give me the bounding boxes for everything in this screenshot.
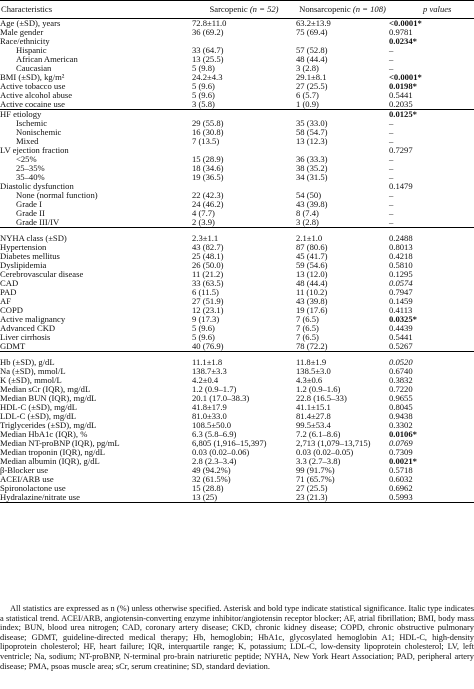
nonsarcopenic-value: 35 (33.0) <box>296 118 328 128</box>
p-value: 0.7309 <box>389 447 413 457</box>
row-label: BMI (±SD), kg/m² <box>0 72 65 82</box>
row-label: Active cocaine use <box>0 100 192 110</box>
sarcopenic-value: 36 (69.2) <box>192 27 224 37</box>
p-value: – <box>389 136 394 146</box>
row-label: Na (±SD), mmol/L <box>0 366 66 376</box>
row-label: Median troponin (IQR), ng/dL <box>0 447 106 457</box>
sarcopenic-value: 49 (94.2%) <box>192 465 231 475</box>
sarcopenic-value: 108.5±50.0 <box>192 420 232 430</box>
nonsarcopenic-value: 1 (0.9) <box>296 100 389 110</box>
sarcopenic-value: 11 (21.2) <box>192 269 224 279</box>
p-value: 0.7947 <box>389 287 413 297</box>
sarcopenic-value: 43 (82.7) <box>192 242 224 252</box>
row-label: PAD <box>0 287 17 297</box>
p-value: – <box>389 118 394 128</box>
row-label: Grade III/IV <box>0 218 192 228</box>
row-label: Median NT-proBNP (IQR), pg/mL <box>0 438 120 448</box>
nonsarcopenic-value: 87 (80.6) <box>296 242 328 252</box>
row-label: 25–35% <box>16 163 45 173</box>
nonsarcopenic-value: 3 (2.8) <box>296 218 389 228</box>
nonsarcopenic-value: 4.3±0.6 <box>296 375 323 385</box>
sarcopenic-value: 41.8±17.9 <box>192 402 227 412</box>
p-value: – <box>389 172 394 182</box>
table-row <box>0 110 474 120</box>
nonsarcopenic-value: 11.8±1.9 <box>296 357 327 367</box>
nonsarcopenic-value: 34 (31.5) <box>296 172 328 182</box>
p-value: 0.5441 <box>389 332 413 342</box>
nonsarcopenic-value: 2.1±1.0 <box>296 233 323 243</box>
p-value: 0.7297 <box>389 145 413 155</box>
sarcopenic-value: 18 (34.6) <box>192 163 224 173</box>
sarcopenic-value: 138.7±3.3 <box>192 366 227 376</box>
table-row <box>0 128 474 137</box>
table-row <box>0 209 474 218</box>
row-label: Grade I <box>16 199 43 209</box>
nonsarcopenic-value: 57 (52.8) <box>296 45 328 55</box>
sarcopenic-value: 13 (25) <box>192 493 296 503</box>
sarcopenic-value: 72.8±11.0 <box>192 18 227 28</box>
sarcopenic-value: 40 (76.9) <box>192 342 296 352</box>
nonsarcopenic-value: 3.3 (2.7–3.8) <box>296 456 341 466</box>
row-label: AF <box>0 296 11 306</box>
table-row <box>0 55 474 64</box>
p-value: 0.4218 <box>389 251 413 261</box>
row-label: HF etiology <box>0 109 42 119</box>
row-label: LDL-C (±SD), mg/dL <box>0 411 77 421</box>
nonsarcopenic-value: 81.4±27.8 <box>296 411 331 421</box>
nonsarcopenic-value: 2,713 (1,079–13,715) <box>296 438 371 448</box>
sarcopenic-value: 6 (11.5) <box>192 287 219 297</box>
p-value: 0.6740 <box>389 366 413 376</box>
nonsarcopenic-value: 11 (10.2) <box>296 287 328 297</box>
row-label: Hypertension <box>0 242 47 252</box>
nonsarcopenic-value: 41.1±15.1 <box>296 402 331 412</box>
p-value: 0.0769 <box>389 438 413 448</box>
table-footnote <box>0 604 474 671</box>
nonsarcopenic-value: 48 (44.4) <box>296 54 328 64</box>
sarcopenic-value: 20.1 (17.0–38.3) <box>192 393 250 403</box>
header-nonsarcopenic: Nonsarcopenic (n = 108) <box>296 1 389 19</box>
row-label: Active tobacco use <box>0 81 66 91</box>
p-value: 0.3302 <box>389 420 413 430</box>
row-label: LV ejection fraction <box>0 145 69 155</box>
nonsarcopenic-value: 43 (39.8) <box>296 199 328 209</box>
row-label: Diastolic dysfunction <box>0 181 74 191</box>
row-label: None (normal function) <box>16 190 98 200</box>
sarcopenic-value: 25 (48.1) <box>192 251 224 261</box>
sarcopenic-value: 6,805 (1,916–15,397) <box>192 438 267 448</box>
p-value: 0.0021* <box>389 456 417 466</box>
sarcopenic-value: 7 (13.5) <box>192 136 220 146</box>
row-label: Age (±SD), years <box>0 18 61 28</box>
row-label: 35–40% <box>16 172 45 182</box>
p-value: 0.0520 <box>389 357 413 367</box>
nonsarcopenic-value: 6 (5.7) <box>296 90 319 100</box>
p-value: 0.9655 <box>389 393 413 403</box>
nonsarcopenic-value: 36 (33.3) <box>296 154 328 164</box>
sarcopenic-value: 24 (46.2) <box>192 199 224 209</box>
sarcopenic-value: 26 (50.0) <box>192 260 224 270</box>
p-value: <0.0001* <box>389 18 422 28</box>
sarcopenic-value: 9 (17.3) <box>192 314 220 324</box>
sarcopenic-value: 12 (23.1) <box>192 305 224 315</box>
row-label: Caucasian <box>16 63 52 73</box>
p-value: – <box>389 154 394 164</box>
p-value: – <box>389 45 394 55</box>
nonsarcopenic-value: 13 (12.3) <box>296 136 328 146</box>
table-row <box>0 146 474 155</box>
p-value: 0.9438 <box>389 411 413 421</box>
nonsarcopenic-value: 99.5±53.4 <box>296 420 331 430</box>
sarcopenic-value: 1.2 (0.9–1.7) <box>192 384 237 394</box>
row-label: <25% <box>16 154 37 164</box>
sarcopenic-value: 5 (9.6) <box>192 323 215 333</box>
sarcopenic-value: 11.1±1.8 <box>192 357 223 367</box>
row-label: Active alcohol abuse <box>0 90 73 100</box>
nonsarcopenic-value: 13 (12.0) <box>296 269 328 279</box>
nonsarcopenic-value: 38 (35.2) <box>296 163 328 173</box>
row-label: NYHA class (±SD) <box>0 233 67 243</box>
row-label: Mixed <box>16 136 39 146</box>
nonsarcopenic-value: 23 (21.3) <box>296 493 389 503</box>
table-row <box>0 119 474 128</box>
nonsarcopenic-value: 8 (7.4) <box>296 208 319 218</box>
p-value: – <box>389 163 394 173</box>
row-label: Hispanic <box>16 45 47 55</box>
p-value: 0.7220 <box>389 384 413 394</box>
nonsarcopenic-value: 43 (39.8) <box>296 296 328 306</box>
row-label: Dyslipidemia <box>0 260 47 270</box>
row-label: Hb (±SD), g/dL <box>0 357 55 367</box>
p-value: 0.6032 <box>389 474 413 484</box>
row-label: β-Blocker use <box>0 465 49 475</box>
nonsarcopenic-value: 138.5±3.0 <box>296 366 331 376</box>
nonsarcopenic-value: 27 (25.5) <box>296 483 328 493</box>
nonsarcopenic-value: 75 (69.4) <box>296 27 328 37</box>
p-value: 0.4439 <box>389 323 413 333</box>
p-value: – <box>389 127 394 137</box>
nonsarcopenic-value: 1.2 (0.9–1.6) <box>296 384 341 394</box>
row-label: Advanced CKD <box>0 323 56 333</box>
table-body <box>0 19 474 503</box>
p-value: 0.5441 <box>389 90 413 100</box>
sarcopenic-value: 19 (36.5) <box>192 172 224 182</box>
sarcopenic-value: 3 (5.8) <box>192 100 296 110</box>
table-row <box>0 164 474 173</box>
p-value: 0.0234* <box>389 36 417 46</box>
p-value: – <box>389 190 394 200</box>
row-label: Active malignancy <box>0 314 66 324</box>
p-value: – <box>389 218 474 228</box>
row-label: Median sCr (IQR), mg/dL <box>0 384 91 394</box>
row-label: Spironolactone use <box>0 483 66 493</box>
p-value: 0.1479 <box>389 181 413 191</box>
table-header-row <box>0 1 474 19</box>
nonsarcopenic-value: 63.2±13.9 <box>296 18 331 28</box>
nonsarcopenic-value: 7.2 (6.1–8.6) <box>296 429 341 439</box>
row-label: Median albumin (IQR), g/dL <box>0 456 100 466</box>
p-value: 0.0198* <box>389 81 417 91</box>
sarcopenic-value: 27 (51.9) <box>192 296 224 306</box>
sarcopenic-value: 81.0±33.0 <box>192 411 227 421</box>
table-row <box>0 37 474 46</box>
p-value: 0.9781 <box>389 27 413 37</box>
row-label: Hydralazine/nitrate use <box>0 493 192 503</box>
p-value: 0.5267 <box>389 342 474 352</box>
sarcopenic-value: 0.03 (0.02–0.06) <box>192 447 250 457</box>
p-value: 0.2035 <box>389 100 474 110</box>
nonsarcopenic-value: 58 (54.7) <box>296 127 328 137</box>
p-value: 0.1295 <box>389 269 413 279</box>
row-label: Median HbA1c (IQR), % <box>0 429 88 439</box>
nonsarcopenic-value: 22.8 (16.5–33) <box>296 393 347 403</box>
p-value: 0.5810 <box>389 260 413 270</box>
nonsarcopenic-value: 7 (6.5) <box>296 332 319 342</box>
row-label: Male gender <box>0 27 44 37</box>
row-label: Triglycerides (±SD), mg/dL <box>0 420 97 430</box>
row-label: GDMT <box>0 342 192 352</box>
sarcopenic-value: 5 (9.6) <box>192 81 215 91</box>
p-value: 0.8013 <box>389 242 413 252</box>
table-row <box>0 218 474 228</box>
nonsarcopenic-value: 54 (50) <box>296 190 322 200</box>
p-value: – <box>389 199 394 209</box>
nonsarcopenic-value: 0.03 (0.02–0.05) <box>296 447 354 457</box>
p-value: 0.5718 <box>389 465 413 475</box>
p-value: 0.8045 <box>389 402 413 412</box>
p-value: <0.0001* <box>389 72 422 82</box>
row-label: Median BUN (IQR), mg/dL <box>0 393 97 403</box>
nonsarcopenic-value: 19 (17.6) <box>296 305 328 315</box>
p-value: 0.5993 <box>389 493 474 503</box>
p-value: 0.0325* <box>389 314 417 324</box>
table-row <box>0 191 474 200</box>
sarcopenic-value: 15 (28.8) <box>192 483 224 493</box>
row-label: Nonischemic <box>16 127 62 137</box>
sarcopenic-value: 15 (28.9) <box>192 154 224 164</box>
sarcopenic-value: 5 (9.6) <box>192 332 215 342</box>
p-value: 0.4113 <box>389 305 413 315</box>
sarcopenic-value: 4.2±0.4 <box>192 375 219 385</box>
p-value: 0.2488 <box>389 233 413 243</box>
table-row <box>0 155 474 164</box>
sarcopenic-value: 5 (9.8) <box>192 63 215 73</box>
header-characteristics: Characteristics <box>0 1 192 19</box>
nonsarcopenic-value: 71 (65.7%) <box>296 474 335 484</box>
row-label: HDL-C (±SD), mg/dL <box>0 402 78 412</box>
p-value: 0.0125* <box>389 109 417 119</box>
sarcopenic-value: 4 (7.7) <box>192 208 215 218</box>
sarcopenic-value: 32 (61.5%) <box>192 474 231 484</box>
table-row <box>0 200 474 209</box>
sarcopenic-value: 33 (64.7) <box>192 45 224 55</box>
sarcopenic-value: 33 (63.5) <box>192 278 224 288</box>
nonsarcopenic-value: 78 (72.2) <box>296 342 389 352</box>
row-label: Ischemic <box>16 118 48 128</box>
header-sarcopenic: Sarcopenic (n = 52) <box>192 1 296 19</box>
row-label: COPD <box>0 305 23 315</box>
p-value: – <box>389 63 394 73</box>
row-label: Grade II <box>16 208 45 218</box>
row-label: Cerebrovascular disease <box>0 269 84 279</box>
row-label: Liver cirrhosis <box>0 332 51 342</box>
sarcopenic-value: 13 (25.5) <box>192 54 224 64</box>
p-value: 0.6962 <box>389 483 413 493</box>
sarcopenic-value: 2.8 (2.3–3.4) <box>192 456 237 466</box>
sarcopenic-value: 24.2±4.3 <box>192 72 223 82</box>
sarcopenic-value: 5 (9.6) <box>192 90 215 100</box>
row-label: Diabetes mellitus <box>0 251 60 261</box>
p-value: – <box>389 208 394 218</box>
row-label: K (±SD), mmol/L <box>0 375 62 385</box>
nonsarcopenic-value: 48 (44.4) <box>296 278 328 288</box>
p-value: 0.0106* <box>389 429 417 439</box>
nonsarcopenic-value: 45 (41.7) <box>296 251 328 261</box>
sarcopenic-value: 2 (3.9) <box>192 218 296 228</box>
row-label: African American <box>16 54 78 64</box>
header-p-values: p values <box>389 1 474 19</box>
p-value: 0.3832 <box>389 375 413 385</box>
table-row <box>0 493 474 503</box>
nonsarcopenic-value: 99 (91.7%) <box>296 465 335 475</box>
row-label: ACEI/ARB use <box>0 474 54 484</box>
sarcopenic-value: 6.3 (5.8–6.9) <box>192 429 237 439</box>
nonsarcopenic-value: 3 (2.8) <box>296 63 319 73</box>
nonsarcopenic-value: 29.1±8.1 <box>296 72 327 82</box>
row-label: CAD <box>0 278 19 288</box>
sarcopenic-value: 16 (30.8) <box>192 127 224 137</box>
row-label: Race/ethnicity <box>0 36 50 46</box>
p-value: 0.0574 <box>389 278 413 288</box>
nonsarcopenic-value: 59 (54.6) <box>296 260 328 270</box>
footnote-text: All statistics are expressed as n (%) unless otherwise specified. Asterisk and bold type indicate statistical significance. Italic type indicates a statistical trend. ACEI/ARB, angiotensin-converting enzyme inhibitor/angiotensin receptor blocker; AF, atrial fibrillation; BMI, body mass index; BUN, blood urea nitrogen; CAD, coronary artery disease; CKD, chronic kidney disease; COPD, chronic obstructive pulmonary disease; GDMT, guideline-directed medical therapy; Hb, hemoglobin; HbA1c, glycosylated hemoglobin A1; HDL-C, high-density lipoprotein cholesterol; HF, heart failure; IQR, interquartile range; K, potassium; LDL-C, low-density lipoprotein cholesterol; LV, left ventricle; Na, sodium; NT-proBNP, N-terminal pro-brain natriuretic peptide; NYHA, New York Heart Association; PAD, peripheral artery disease; PMA, psoas muscle area; sCr, serum creatinine; SD, standard deviation. <box>0 604 474 671</box>
nonsarcopenic-value: 7 (6.5) <box>296 323 319 333</box>
sarcopenic-value: 2.3±1.1 <box>192 233 219 243</box>
nonsarcopenic-value: 27 (25.5) <box>296 81 328 91</box>
p-value: 0.1459 <box>389 296 413 306</box>
p-value: – <box>389 54 394 64</box>
sarcopenic-value: 22 (42.3) <box>192 190 224 200</box>
table-row <box>0 342 474 352</box>
nonsarcopenic-value: 7 (6.5) <box>296 314 319 324</box>
sarcopenic-value: 29 (55.8) <box>192 118 224 128</box>
